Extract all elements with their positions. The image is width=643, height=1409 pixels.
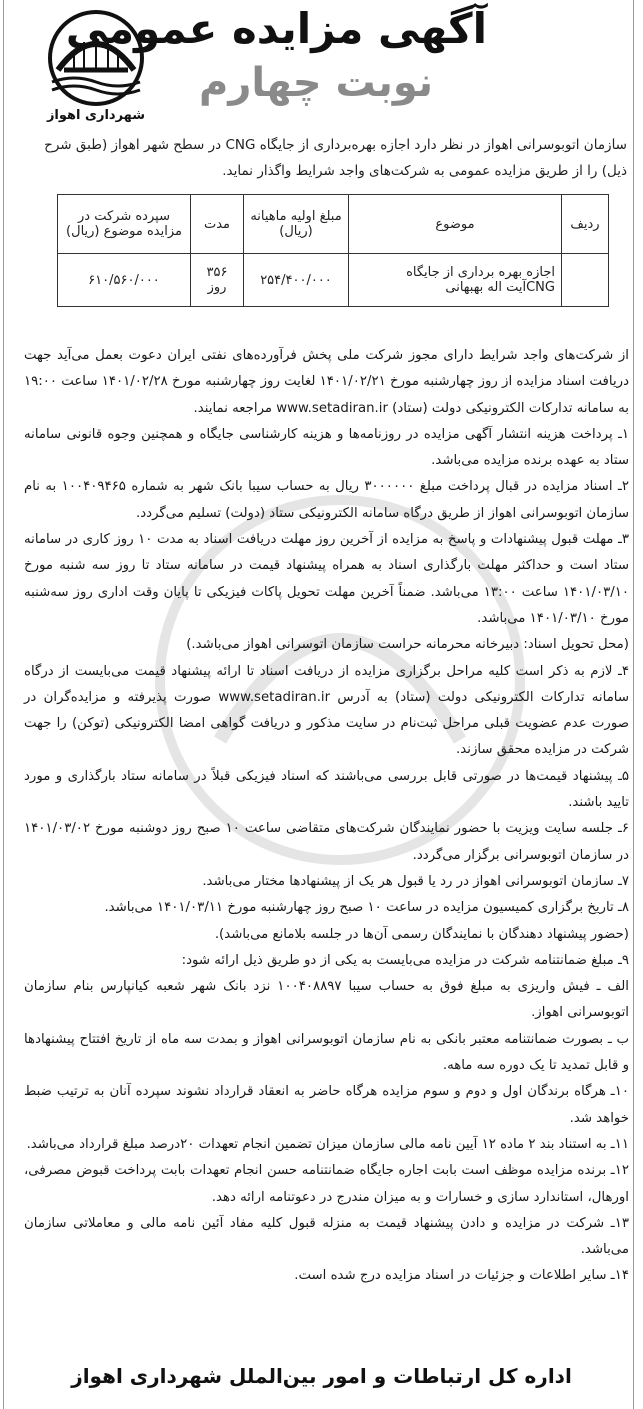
table-header-cell: مدت xyxy=(191,195,244,254)
table-cell: ۶۱۰/۵۶۰/۰۰۰ xyxy=(58,254,191,307)
logo-caption: شهرداری اهواز xyxy=(46,108,146,123)
body-paragraph: ۱ـ پرداخت هزینه انتشار آگهی مزایده در روزنامه‌ها و هزینه کارشناسی جایگاه و همچنین وجوه قانونی سامانه ستاد به عهده برنده مزایده می‌باشد. xyxy=(24,426,629,469)
table-header-cell: موضوع xyxy=(349,195,562,254)
body-paragraph: ۱۲ـ برنده مزایده موظف است بابت اجاره جایگاه ضمانتنامه حسن انجام تعهدات بابت پرداخت قبوض مصرفی، اورهال، استاندارد سازی و خسارات و به میزان مندرج در دعوتنامه ارائه دهد. xyxy=(24,1163,629,1205)
body-paragraph: ۱۰ـ هرگاه برندگان اول و دوم و سوم مزایده هرگاه حاضر به انعقاد قرارداد نشوند سپرده آنان به ترتیب ضبط خواهد شد. xyxy=(24,1084,629,1126)
left-border-line xyxy=(3,0,4,1409)
intro-paragraph: سازمان اتوبوسرانی اهواز در نظر دارد اجازه بهره‌برداری از جایگاه CNG در سطح شهر اهواز (طبق شرح ذیل) را از طریق مزایده عمومی به شرکت‌های واجد شرایط واگذار نماید. xyxy=(44,137,627,179)
table-header-cell: سپرده شرکت در مزایده موضوع (ریال) xyxy=(58,195,191,254)
table-cell: اجازه بهره برداری از جایگاه CNGآیت اله بهبهانی xyxy=(349,254,562,307)
table-header-cell: ردیف xyxy=(562,195,609,254)
table-cell xyxy=(562,254,609,307)
body-paragraph: ب ـ بصورت ضمانتنامه معتبر بانکی به نام سازمان اتوبوسرانی اهواز و بمدت سه ماه از تاریخ افتتاح پیشنهادها و قابل تمدید تا یک دوره سه ماهه. xyxy=(24,1031,629,1074)
body-paragraph: ۱۴ـ سایر اطلاعات و جزئیات در اسناد مزایده درج شده است. xyxy=(294,1268,629,1284)
body-paragraph: ۷ـ سازمان اتوبوسرانی اهواز در رد یا قبول هر یک از پیشنهادها مختار می‌باشد. xyxy=(202,873,629,889)
body-paragraph: ۵ـ پیشنهاد قیمت‌ها در صورتی قابل بررسی می‌باشند که اسناد فیزیکی قبلاً در سامانه ستاد بارگذاری و مورد تایید باشند. xyxy=(24,768,629,811)
body-paragraph: از شرکت‌های واجد شرایط دارای مجوز شرکت ملی پخش فرآورده‌های نفتی ایران دعوت بعمل می‌آید جهت دریافت اسناد مزایده از روز چهارشنبه مورخ ۱۴۰۱/۰۲/۲۱ لغایت روز چهارشنبه مورخ ۱۴۰۱/۰۲/۲۸ ساعت ۱۹:۰۰ به سامانه تدارکات الکترونیکی دولت (ستاد) www.setadiran.ir مراجعه نمایند. xyxy=(24,348,629,416)
body-paragraph: ۳ـ مهلت قبول پیشنهادات و پاسخ به مزایده از آخرین روز مهلت دریافت اسناد به مدت ۱۰ روز کاری در سامانه ستاد است و حداکثر مهلت بارگذاری اسناد به همراه پیشنهاد قیمت در سامانه ستاد تا روز سه شنبه مورخ ۱۴۰۱/۰۳/۱۰ ساعت ۱۳:۰۰ می‌باشد. ضمناً آخرین مهلت تحویل پاکات فیزیکی تا پایان وقت اداری روز سه‌شنبه مورخ ۱۴۰۱/۰۳/۱۰ می‌باشد. xyxy=(24,532,629,626)
notice-title: آگهی مزایده عمومی xyxy=(65,4,487,53)
body-paragraph: (محل تحویل اسناد: دبیرخانه محرمانه حراست سازمان اتوسرانی اهواز می‌باشد.) xyxy=(186,637,629,653)
body-paragraph: ۹ـ مبلغ ضمانتنامه شرکت در مزایده می‌بایست به یکی از دو طریق ذیل ارائه شود: xyxy=(181,952,629,968)
body-paragraph: ۲ـ اسناد مزایده در قبال پرداخت مبلغ ۳۰۰۰۰۰۰ ریال به حساب سیبا بانک شهر به شماره ۱۰۰۴۰۹۴۶۵ به نام سازمان اتوبوسرانی اهواز از طریق درگاه سامانه الکترونیکی ستاد (دولت) تسلیم می‌گردد. xyxy=(24,479,629,521)
body-paragraph: ۴ـ لازم به ذکر است کلیه مراحل برگزاری مزایده از دریافت اسناد تا ارائه پیشنهاد قیمت می‌بایست از درگاه سامانه تدارکات الکترونیکی دولت (ستاد) به آدرس www.setadiran.ir صورت پذیرفته و مزایده‌گران در صورت عدم عضویت قبلی مراحل ثبت‌نام در سایت مذکور و دریافت گواهی امضا الکترونیکی (توکن) را جهت شرکت در مزایده محقق سازند. xyxy=(24,663,630,758)
body-paragraph: ۶ـ جلسه سایت ویزیت با حضور نمایندگان شرکت‌های متقاضی ساعت ۱۰ صبح روز دوشنبه مورخ ۱۴۰۱/۰۳/۰۲ در سازمان اتوبوسرانی برگزار می‌گردد. xyxy=(24,821,629,863)
right-border-line xyxy=(633,0,634,1409)
table-header-row xyxy=(58,195,609,254)
table-cell: ۳۵۶ روز xyxy=(191,254,244,307)
body-paragraph: الف ـ فیش واریزی به مبلغ فوق به حساب سیبا ۱۰۰۴۰۸۸۹۷ نزد بانک شهر شعبه کیانپارس بنام سازمان اتوبوسرانی اهواز. xyxy=(24,979,629,1021)
auction-table xyxy=(57,194,609,307)
table-header-cell: مبلغ اولیه ماهیانه (ریال) xyxy=(244,195,349,254)
issuer-footer: اداره کل ارتباطات و امور بین‌الملل شهرداری اهواز xyxy=(71,1364,572,1388)
table-cell: ۲۵۴/۴۰۰/۰۰۰ xyxy=(244,254,349,307)
notice-round: نوبت چهارم xyxy=(199,60,433,106)
body-paragraph: ۱۱ـ به استناد بند ۲ ماده ۱۲ آیین نامه مالی سازمان میزان تضمین انجام تعهدات ۲۰درصد مبلغ قرارداد می‌باشد. xyxy=(26,1136,629,1152)
body-paragraph: (حضور پیشنهاد دهندگان با نمایندگان رسمی آن‌ها در جلسه بلامانع می‌باشد). xyxy=(214,926,629,942)
body-paragraph: ۱۳ـ شرکت در مزایده و دادن پیشنهاد قیمت به منزله قبول کلیه مفاد آئین نامه مالی و معاملاتی سازمان می‌باشد. xyxy=(24,1215,629,1258)
body-paragraph: ۸ـ تاریخ برگزاری کمیسیون مزایده در ساعت ۱۰ صبح روز چهارشنبه مورخ ۱۴۰۱/۰۳/۱۱ می‌باشد. xyxy=(104,900,629,916)
table-row xyxy=(58,254,609,307)
notice-body xyxy=(24,343,629,1290)
